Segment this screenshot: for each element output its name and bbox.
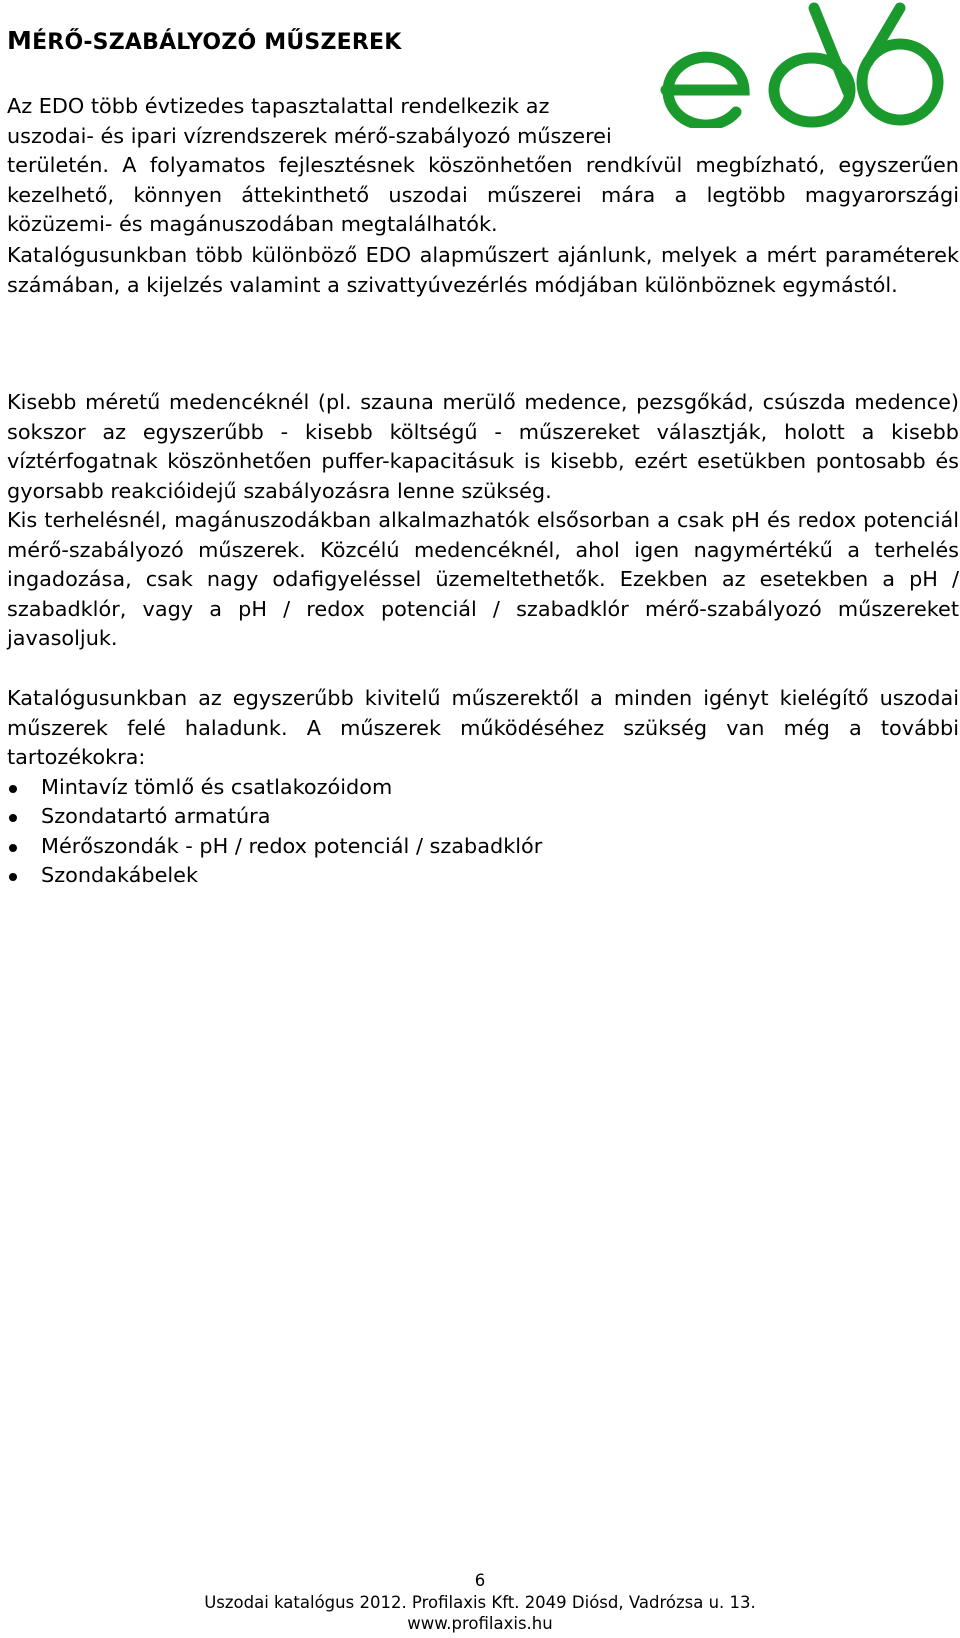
- catalog-text: Katalógusunkban több különböző EDO alapműszert ajánlunk, melyek a mért paraméterek számában, a kijelzés valamint a szivattyúvezérlés módjában különböznek egymástól.: [7, 243, 959, 297]
- accessories-text: Katalógusunkban az egyszerűbb kivitelű műszerektől a minden igényt kielégítő uszodai műszerek felé haladunk. A műszerek működéséhez szükség van még a további tartozékokra:: [7, 686, 959, 769]
- intro-line-1: Az EDO több évtizedes tapasztalattal rendelkezik az: [7, 94, 550, 118]
- pool-size-paragraph: [7, 388, 959, 654]
- list-item: Mérőszondák - pH / redox potenciál / szabadklór: [7, 832, 959, 862]
- title-rest: ÉRŐ-SZABÁLYOZÓ MŰSZEREK: [32, 30, 402, 55]
- accessories-paragraph: [7, 684, 959, 891]
- intro-rest: területén. A folyamatos fejlesztésnek köszönhetően rendkívül megbízható, egyszerűen kezelhető, könnyen áttekinthető uszodai műszerei mára a legtöbb magyarországi közüzemi- és magánuszodában megtalálhatók.: [7, 153, 959, 236]
- catalog-paragraph: [7, 241, 959, 300]
- list-item: Szondakábelek: [7, 861, 959, 891]
- page-number: 6: [474, 1571, 486, 1590]
- accessories-list: [7, 773, 959, 891]
- pool-size-text: Kisebb méretű medencéknél (pl. szauna merülő medence, pezsgőkád, csúszda medence) sokszor az egyszerűbb - kisebb költségű - műszereket választják, holott a kisebb víztérfogatnak köszönhetően puffer-kapacitásuk is kisebb, ezért esetükben pontosabb és gyorsabb reakcióidejű szabályozásra lenne szükség.: [7, 390, 959, 503]
- intro-paragraph: [7, 92, 959, 240]
- list-item: Szondatartó armatúra: [7, 802, 959, 832]
- title-initial: M: [7, 26, 33, 55]
- intro-line-2: uszodai- és ipari vízrendszerek mérő-szabályozó műszerei: [7, 123, 612, 148]
- list-item: Mintavíz tömlő és csatlakozóidom: [7, 773, 959, 803]
- load-text: Kis terhelésnél, magánuszodákban alkalmazhatók elsősorban a csak pH és redox potenciál mérő-szabályozó műszerek. Közcélú medencéknél, ahol igen nagymértékű a terhelés ingadozása, csak nagy odafigyeléssel üzemeltethetők. Ezekben az esetekben a pH / szabadklór, vagy a pH / redox potenciál / szabadklór mérő-szabályozó műszereket javasoljuk.: [7, 508, 959, 650]
- footer-url: www.profilaxis.hu: [407, 1614, 553, 1633]
- footer-address: Uszodai katalógus 2012. Profilaxis Kft. 2049 Diósd, Vadrózsa u. 13.: [204, 1593, 756, 1612]
- page-title: [7, 26, 401, 58]
